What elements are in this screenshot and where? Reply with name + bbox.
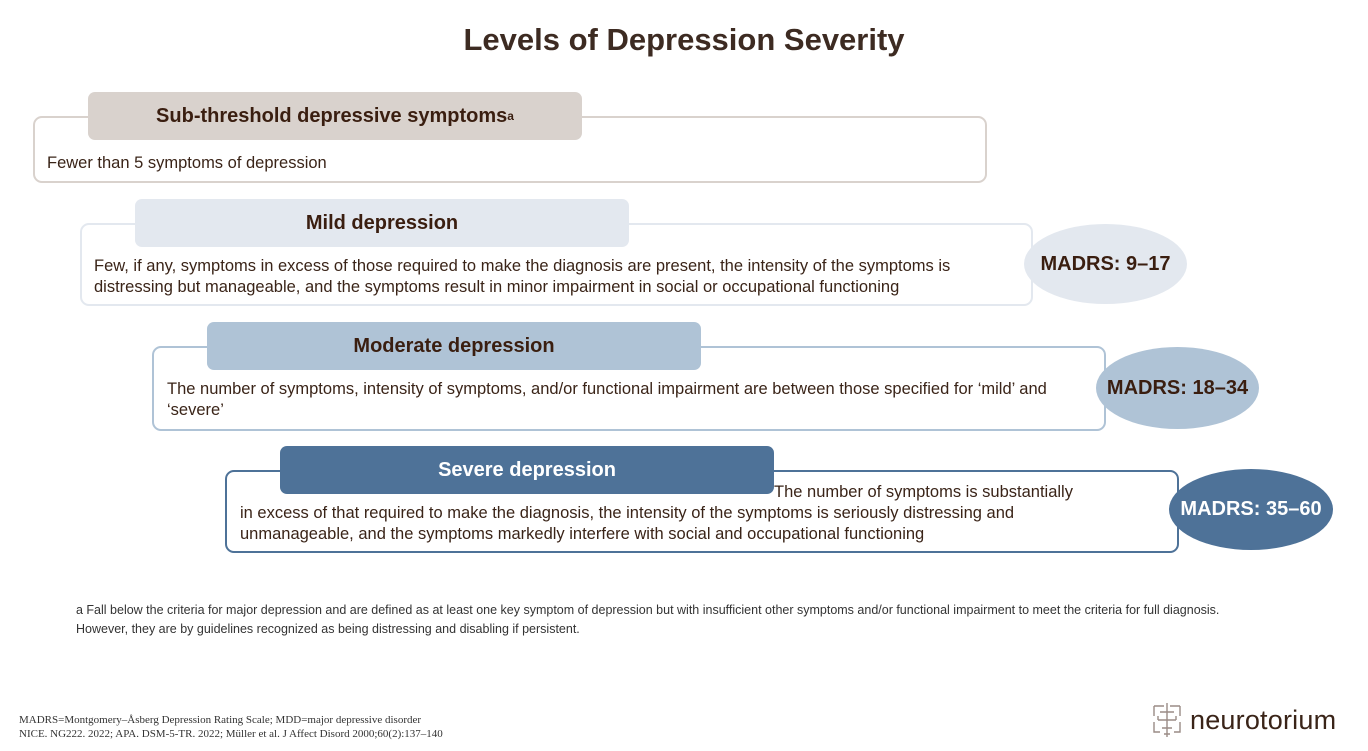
level-description: The number of symptoms, intensity of symptoms, and/or functional impairment are between those specified for ‘mild’ and ‘severe’	[167, 380, 1047, 419]
madrs-range: MADRS: 18–34	[1106, 376, 1249, 399]
footnote-marker: a	[507, 109, 514, 123]
references: NICE. NG222. 2022; APA. DSM-5-TR. 2022; Müller et al. J Affect Disord 2000;60(2):137–140	[19, 728, 443, 740]
logo	[1150, 700, 1336, 740]
page-title: Levels of Depression Severity	[463, 22, 905, 57]
madrs-range: MADRS: 35–60	[1180, 498, 1322, 520]
level-header	[207, 322, 701, 370]
level-description: Few, if any, symptoms in excess of those required to make the diagnosis are present, the intensity of the symptoms is distressing but manageable, and the symptoms result in minor impairment in social or occupational functioning	[94, 257, 951, 296]
references-block	[19, 713, 443, 741]
level-header	[280, 446, 774, 494]
level-title: Mild depression	[305, 211, 459, 234]
madrs-badge	[1096, 347, 1259, 429]
level-title: Severe depression	[438, 458, 616, 481]
madrs-range: MADRS: 9–17	[1040, 252, 1171, 275]
level-title: Sub-threshold depressive symptoms	[156, 104, 508, 127]
logo-text: neurotorium	[1190, 704, 1337, 735]
abbreviations: MADRS=Montgomery–Åsberg Depression Rating Scale; MDD=major depressive disorder	[19, 714, 422, 726]
footnote: a Fall below the criteria for major depression and are defined as at least one key symptom of depression but with insufficient other symptoms and/or functional impairment to meet the criteria for full diagnosis. However, they are by guidelines recognized as being distressing and disabling if persistent.	[76, 603, 1220, 636]
madrs-badge	[1169, 469, 1333, 550]
brain-maze-icon	[1150, 700, 1184, 740]
level-header	[88, 92, 582, 140]
level-description: Fewer than 5 symptoms of depression	[47, 154, 327, 172]
level-description: in excess of that required to make the diagnosis, the intensity of the symptoms is seriously distressing and unmanageable, and the symptoms markedly interfere with social and occupational functioning	[240, 504, 1015, 543]
madrs-badge	[1024, 224, 1187, 304]
level-header	[135, 199, 629, 247]
level-description-line1: The number of symptoms is substantially	[774, 483, 1073, 501]
level-title: Moderate depression	[353, 334, 555, 357]
